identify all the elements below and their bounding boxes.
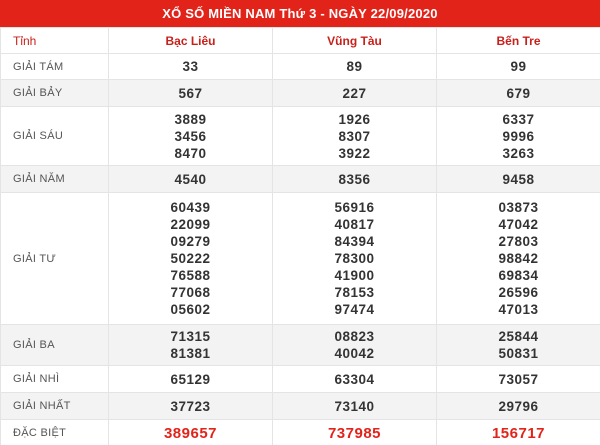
prize-number: 3263 <box>502 145 535 161</box>
prize-label: GIẢI NHÌ <box>1 366 109 393</box>
prize-number: 71315 <box>170 329 211 344</box>
prize-number: 27803 <box>498 234 539 249</box>
prize-number: 47042 <box>498 217 539 232</box>
prize-numbers-cell <box>273 366 437 393</box>
prize-number: 47013 <box>498 302 539 317</box>
prize-number: 97474 <box>334 302 375 317</box>
prize-numbers-cell <box>437 107 600 166</box>
prize-number: 37723 <box>170 398 211 414</box>
prize-label: GIẢI NĂM <box>1 166 109 193</box>
prize-number: 227 <box>342 85 367 101</box>
prize-row <box>1 325 600 366</box>
column-header-vung-tau[interactable]: Vũng Tàu <box>273 28 437 54</box>
prize-number: 8356 <box>338 171 371 187</box>
results-body <box>1 54 600 445</box>
prize-numbers-cell <box>109 325 273 366</box>
prize-numbers-cell <box>437 420 600 445</box>
table-header-row <box>1 28 600 54</box>
prize-number: 3456 <box>174 128 207 144</box>
prize-number: 08823 <box>334 329 375 344</box>
prize-label: GIẢI SÁU <box>1 107 109 166</box>
special-prize-number: 737985 <box>327 424 382 442</box>
prize-number: 29796 <box>498 398 539 414</box>
prize-row <box>1 193 600 325</box>
prize-number: 60439 <box>170 200 211 215</box>
prize-number: 3889 <box>174 111 207 127</box>
prize-number: 78300 <box>334 251 375 266</box>
prize-number: 63304 <box>334 371 375 387</box>
prize-number: 4540 <box>174 171 207 187</box>
prize-row <box>1 107 600 166</box>
prize-number: 65129 <box>170 371 211 387</box>
lottery-results-table <box>0 27 600 445</box>
prize-numbers-cell <box>109 166 273 193</box>
prize-numbers-cell <box>109 366 273 393</box>
prize-number: 73057 <box>498 371 539 387</box>
prize-number: 78153 <box>334 285 375 300</box>
prize-numbers-cell <box>437 54 600 80</box>
prize-number: 98842 <box>498 251 539 266</box>
prize-label: GIẢI BA <box>1 325 109 366</box>
prize-row <box>1 80 600 107</box>
prize-row <box>1 420 600 445</box>
prize-number: 84394 <box>334 234 375 249</box>
prize-numbers-cell <box>273 80 437 107</box>
prize-number: 8307 <box>338 128 371 144</box>
prize-number: 8470 <box>174 145 207 161</box>
prize-row <box>1 166 600 193</box>
prize-row <box>1 54 600 80</box>
prize-number: 73140 <box>334 398 375 414</box>
prize-number: 26596 <box>498 285 539 300</box>
results-title: XỔ SỐ MIỀN NAM Thứ 3 - NGÀY 22/09/2020 <box>0 0 600 27</box>
prize-number: 679 <box>506 85 531 101</box>
prize-numbers-cell <box>437 193 600 325</box>
special-prize-number: 156717 <box>491 424 546 442</box>
prize-numbers-cell <box>109 80 273 107</box>
prize-number: 81381 <box>170 346 211 361</box>
prize-label: GIẢI NHẤT <box>1 393 109 420</box>
prize-row <box>1 393 600 420</box>
prize-number: 77068 <box>170 285 211 300</box>
prize-numbers-cell <box>273 107 437 166</box>
column-header-ben-tre[interactable]: Bến Tre <box>437 28 600 54</box>
prize-number: 50831 <box>498 346 539 361</box>
prize-number: 50222 <box>170 251 211 266</box>
prize-number: 05602 <box>170 302 211 317</box>
prize-number: 9458 <box>502 171 535 187</box>
prize-number: 6337 <box>502 111 535 127</box>
prize-numbers-cell <box>109 193 273 325</box>
prize-numbers-cell <box>437 393 600 420</box>
prize-number: 33 <box>182 59 199 74</box>
prize-numbers-cell <box>273 393 437 420</box>
prize-numbers-cell <box>437 166 600 193</box>
prize-number: 25844 <box>498 329 539 344</box>
prize-number: 41900 <box>334 268 375 283</box>
prize-numbers-cell <box>109 54 273 80</box>
column-header-bac-lieu[interactable]: Bạc Liêu <box>109 28 273 54</box>
prize-number: 99 <box>510 59 527 74</box>
prize-numbers-cell <box>273 193 437 325</box>
prize-number: 76588 <box>170 268 211 283</box>
prize-numbers-cell <box>437 325 600 366</box>
prize-numbers-cell <box>437 80 600 107</box>
prize-number: 22099 <box>170 217 211 232</box>
prize-number: 9996 <box>502 128 535 144</box>
prize-label: GIẢI TƯ <box>1 193 109 325</box>
prize-label: ĐẶC BIỆT <box>1 420 109 445</box>
prize-number: 69834 <box>498 268 539 283</box>
prize-numbers-cell <box>273 325 437 366</box>
prize-row <box>1 366 600 393</box>
prize-number: 09279 <box>170 234 211 249</box>
column-header-province: Tỉnh <box>1 28 109 54</box>
prize-number: 03873 <box>498 200 539 215</box>
prize-number: 3922 <box>338 145 371 161</box>
prize-numbers-cell <box>109 393 273 420</box>
prize-number: 56916 <box>334 200 375 215</box>
prize-numbers-cell <box>109 420 273 445</box>
prize-number: 567 <box>178 85 203 101</box>
prize-numbers-cell <box>437 366 600 393</box>
prize-number: 89 <box>346 59 363 74</box>
special-prize-number: 389657 <box>163 424 218 442</box>
prize-numbers-cell <box>109 107 273 166</box>
prize-numbers-cell <box>273 54 437 80</box>
prize-number: 1926 <box>338 111 371 127</box>
prize-numbers-cell <box>273 166 437 193</box>
prize-number: 40817 <box>334 217 375 232</box>
prize-label: GIẢI TÁM <box>1 54 109 80</box>
prize-numbers-cell <box>273 420 437 445</box>
prize-label: GIẢI BẢY <box>1 80 109 107</box>
prize-number: 40042 <box>334 346 375 361</box>
